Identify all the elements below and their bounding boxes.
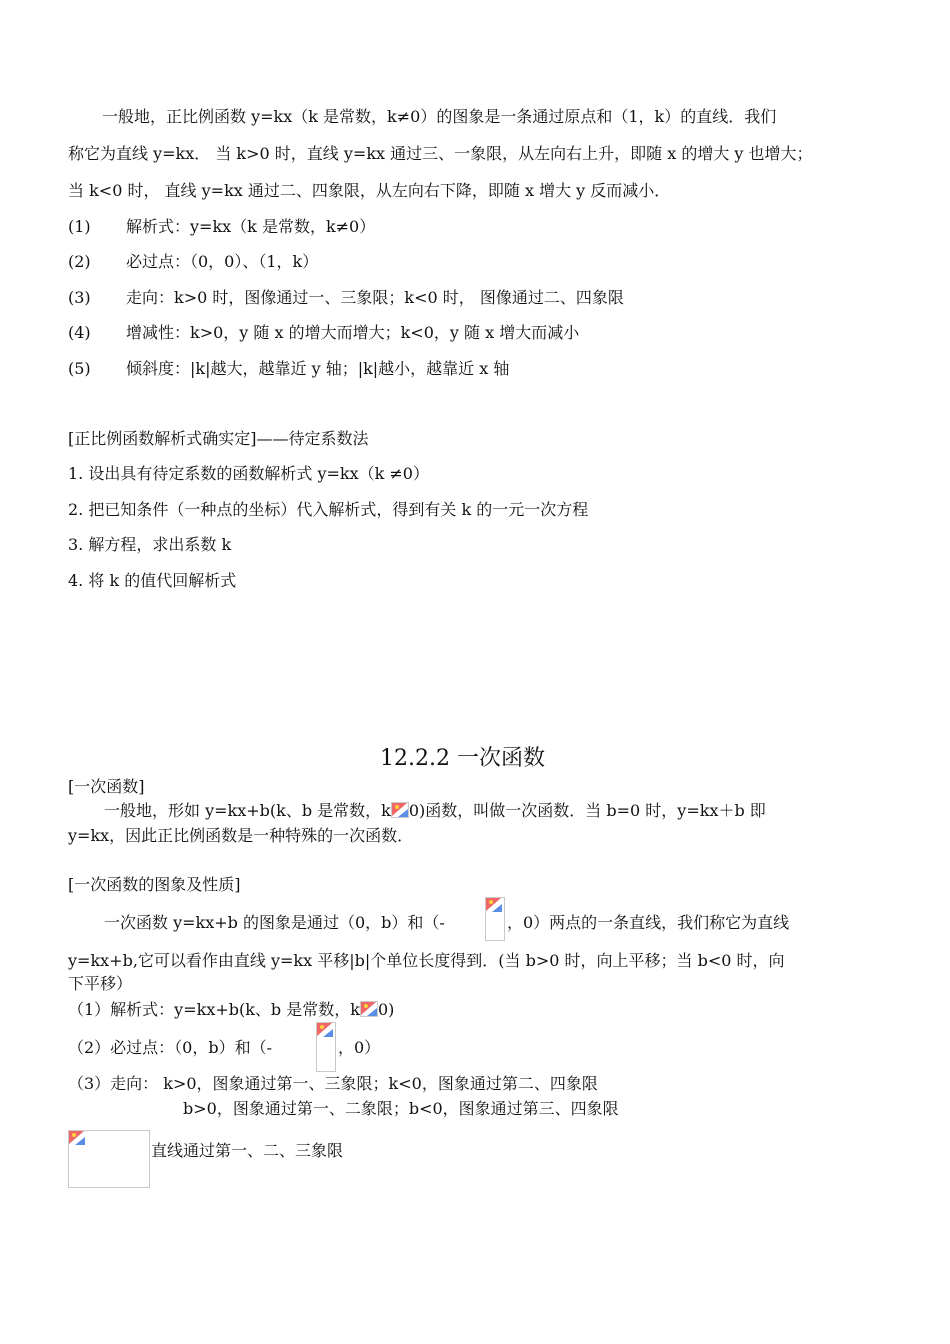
section-heading: [正比例函数解析式确实定]——待定系数法 xyxy=(68,429,369,448)
definition-line-1 xyxy=(104,800,766,822)
step-item: 2. 把已知条件（一种点的坐标）代入解析式，得到有关 k 的一元一次方程 xyxy=(68,500,589,519)
property-item: （3）走向： k>0，图象通过第一、三象限；k<0，图象通过第二、四象限 xyxy=(68,1074,598,1093)
text-segment: 一般地，形如 y=kx+b(k、b 是常数，k xyxy=(104,801,391,820)
graph-line-2: y=kx+b,它可以看作由直线 y=kx 平移|b|个单位长度得到．(当 b>0 时，向上平移；当 b<0 时，向 xyxy=(68,951,785,970)
page-title: 12.2.2 一次函数 xyxy=(380,746,545,771)
fraction-image-placeholder xyxy=(316,1022,336,1072)
section-heading: [一次函数的图象及性质] xyxy=(68,875,241,894)
graph-line-1a: 一次函数 y=kx+b 的图象是通过（0，b）和（- xyxy=(104,913,445,932)
property-item xyxy=(68,287,624,309)
para-line-2: 称它为直线 y=kx． 当 k>0 时，直线 y=kx 通过三、一象限，从左向右上升，即随 x 的增大 y 也增大； xyxy=(68,144,813,163)
property-item xyxy=(68,358,509,380)
item-number: (2) xyxy=(68,252,91,271)
property-item xyxy=(68,999,394,1021)
broken-image-icon xyxy=(69,1131,85,1145)
definition-line-2: y=kx，因此正比例函数是一种特殊的一次函数． xyxy=(68,826,414,845)
step-item: 1. 设出具有待定系数的函数解析式 y=kx（k ≠0） xyxy=(68,464,429,483)
text-segment: （1）解析式：y=kx+b(k、b 是常数，k xyxy=(68,1000,360,1019)
property-item-continued: b>0，图象通过第一、二象限；b<0，图象通过第三、四象限 xyxy=(183,1099,619,1118)
property-item-2a: （2）必过点：（0，b）和（- xyxy=(68,1038,273,1057)
para-line-3: 当 k<0 时， 直线 y=kx 通过二、四象限，从左向右下降，即随 x 增大 y 反而减小． xyxy=(68,181,671,200)
caption-text: 直线通过第一、二、三象限 xyxy=(151,1141,344,1160)
step-item: 3. 解方程，求出系数 k xyxy=(68,535,232,554)
graph-line-1b: ，0）两点的一条直线，我们称它为直线 xyxy=(507,913,790,932)
broken-image-icon xyxy=(391,802,409,818)
property-item-2b: ，0） xyxy=(338,1038,381,1057)
property-item xyxy=(68,251,318,273)
broken-image-icon xyxy=(486,898,502,912)
item-text: 解析式：y=kx（k 是常数，k≠0） xyxy=(126,217,376,236)
broken-image-icon xyxy=(360,1001,378,1017)
text-segment: 0) xyxy=(377,1000,395,1019)
step-item: 4. 将 k 的值代回解析式 xyxy=(68,571,237,590)
property-item xyxy=(68,216,375,238)
graph-image-placeholder xyxy=(68,1130,150,1188)
item-text: 倾斜度：|k|越大，越靠近 y 轴；|k|越小，越靠近 x 轴 xyxy=(126,359,510,378)
broken-image-icon xyxy=(317,1023,333,1037)
para-line-1: 一般地，正比例函数 y=kx（k 是常数，k≠0）的图象是一条通过原点和（1，k）的直线．我们 xyxy=(102,107,777,126)
item-text: 增减性：k>0，y 随 x 的增大而增大；k<0，y 随 x 增大而减小 xyxy=(126,323,580,342)
item-number: (1) xyxy=(68,217,91,236)
section-heading: [一次函数] xyxy=(68,777,145,796)
item-number: (5) xyxy=(68,359,91,378)
fraction-image-placeholder xyxy=(485,897,505,941)
item-number: (4) xyxy=(68,323,91,342)
item-number: (3) xyxy=(68,288,91,307)
text-segment: 0)函数，叫做一次函数．当 b=0 时，y=kx＋b 即 xyxy=(408,801,766,820)
item-text: 走向：k>0 时，图像通过一、三象限；k<0 时， 图像通过二、四象限 xyxy=(126,288,624,307)
item-text: 必过点：（0，0）、（1，k） xyxy=(126,252,319,271)
graph-line-3: 下平移） xyxy=(68,974,133,993)
property-item xyxy=(68,322,579,344)
